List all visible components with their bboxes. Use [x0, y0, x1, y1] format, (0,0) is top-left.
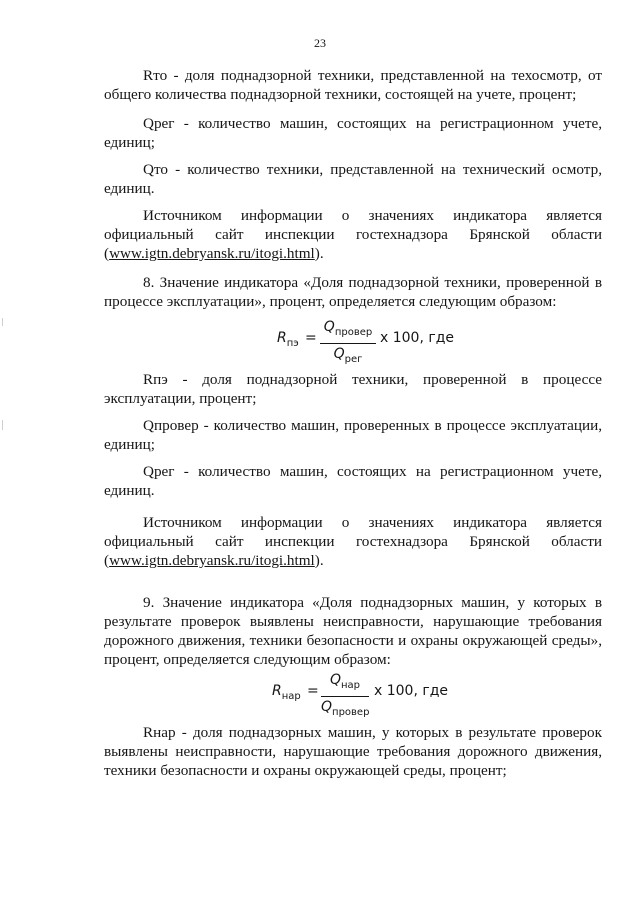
paragraph-indicator-9: 9. Значение индикатора «Доля поднадзорных машин, у которых в результате проверок выявлены неисправности, нарушающие требования дорожного движения, техники безопасности и охраны окружающей среды», процент, определяется следующим образом: — [104, 594, 602, 668]
formula-numerator: $Q_{провер}$ — [323, 319, 373, 338]
paragraph-qto-definition: Qто - количество техники, представленной на технический осмотр, единиц. — [104, 161, 602, 197]
paragraph-rnar-definition: Rнар - доля поднадзорных машин, у которых в результате проверок выявлены неисправности, нарушающие требования дорожного движения, техники безопасности и охраны окружающей среды, процент; — [104, 724, 602, 779]
formula-tail: x 100, где — [374, 683, 449, 699]
source-link[interactable]: www.igtn.debryansk.ru/itogi.html — [109, 245, 315, 262]
formula-denominator: $Q_{рег}$ — [333, 345, 363, 365]
formula-tail: x 100, где — [380, 330, 455, 346]
formula-numerator: $Q_{нар}$ — [329, 672, 361, 691]
formula-lhs: $R_{нар}$ — [272, 683, 301, 702]
formula-rnar — [0, 671, 640, 718]
paragraph-qprover-definition: Qпровер - количество машин, проверенных в процессе эксплуатации, единиц; — [104, 417, 602, 453]
paragraph-indicator-8: 8. Значение индикатора «Доля поднадзорной техники, проверенной в процессе эксплуатации», процент, определяется следующим образом: — [104, 274, 602, 310]
fraction-bar — [321, 696, 369, 697]
source-link[interactable]: www.igtn.debryansk.ru/itogi.html — [109, 552, 315, 569]
formula-equals: = — [307, 683, 319, 699]
paragraph-source-1 — [104, 206, 602, 263]
formula-fraction — [320, 318, 376, 369]
page-number: 23 — [314, 36, 326, 50]
scan-mark — [2, 420, 3, 430]
paragraph-source-2 — [104, 513, 602, 570]
formula-equals: = — [305, 330, 317, 346]
fraction-bar — [320, 343, 376, 344]
paragraph-rto-definition: Rто - доля поднадзорной техники, представленной на техосмотр, от общего количества поднадзорной техники, состоящей на учете, процент; — [104, 67, 602, 103]
source-text: Источником информации о значениях индикатора является официальный сайт инспекции гостехнадзора Брянской области ( — [104, 207, 602, 262]
formula-rpe — [0, 318, 640, 365]
scan-mark — [2, 318, 3, 326]
formula-denominator: $Q_{провер}$ — [321, 698, 370, 718]
paragraph-rpe-definition: Rпэ - доля поднадзорной техники, проверенной в процессе эксплуатации, процент; — [104, 371, 602, 407]
paragraph-qreg-definition: Qрег - количество машин, состоящих на регистрационном учете, единиц; — [104, 115, 602, 151]
source-suffix: ). — [314, 552, 324, 569]
source-suffix: ). — [314, 245, 324, 262]
paragraph-qreg-definition-2: Qрег - количество машин, состоящих на регистрационном учете, единиц. — [104, 463, 602, 499]
formula-lhs: $R_{пэ}$ — [277, 330, 299, 349]
formula-fraction — [321, 671, 369, 722]
source-text: Источником информации о значениях индикатора является официальный сайт инспекции гостехнадзора Брянской области ( — [104, 514, 602, 569]
